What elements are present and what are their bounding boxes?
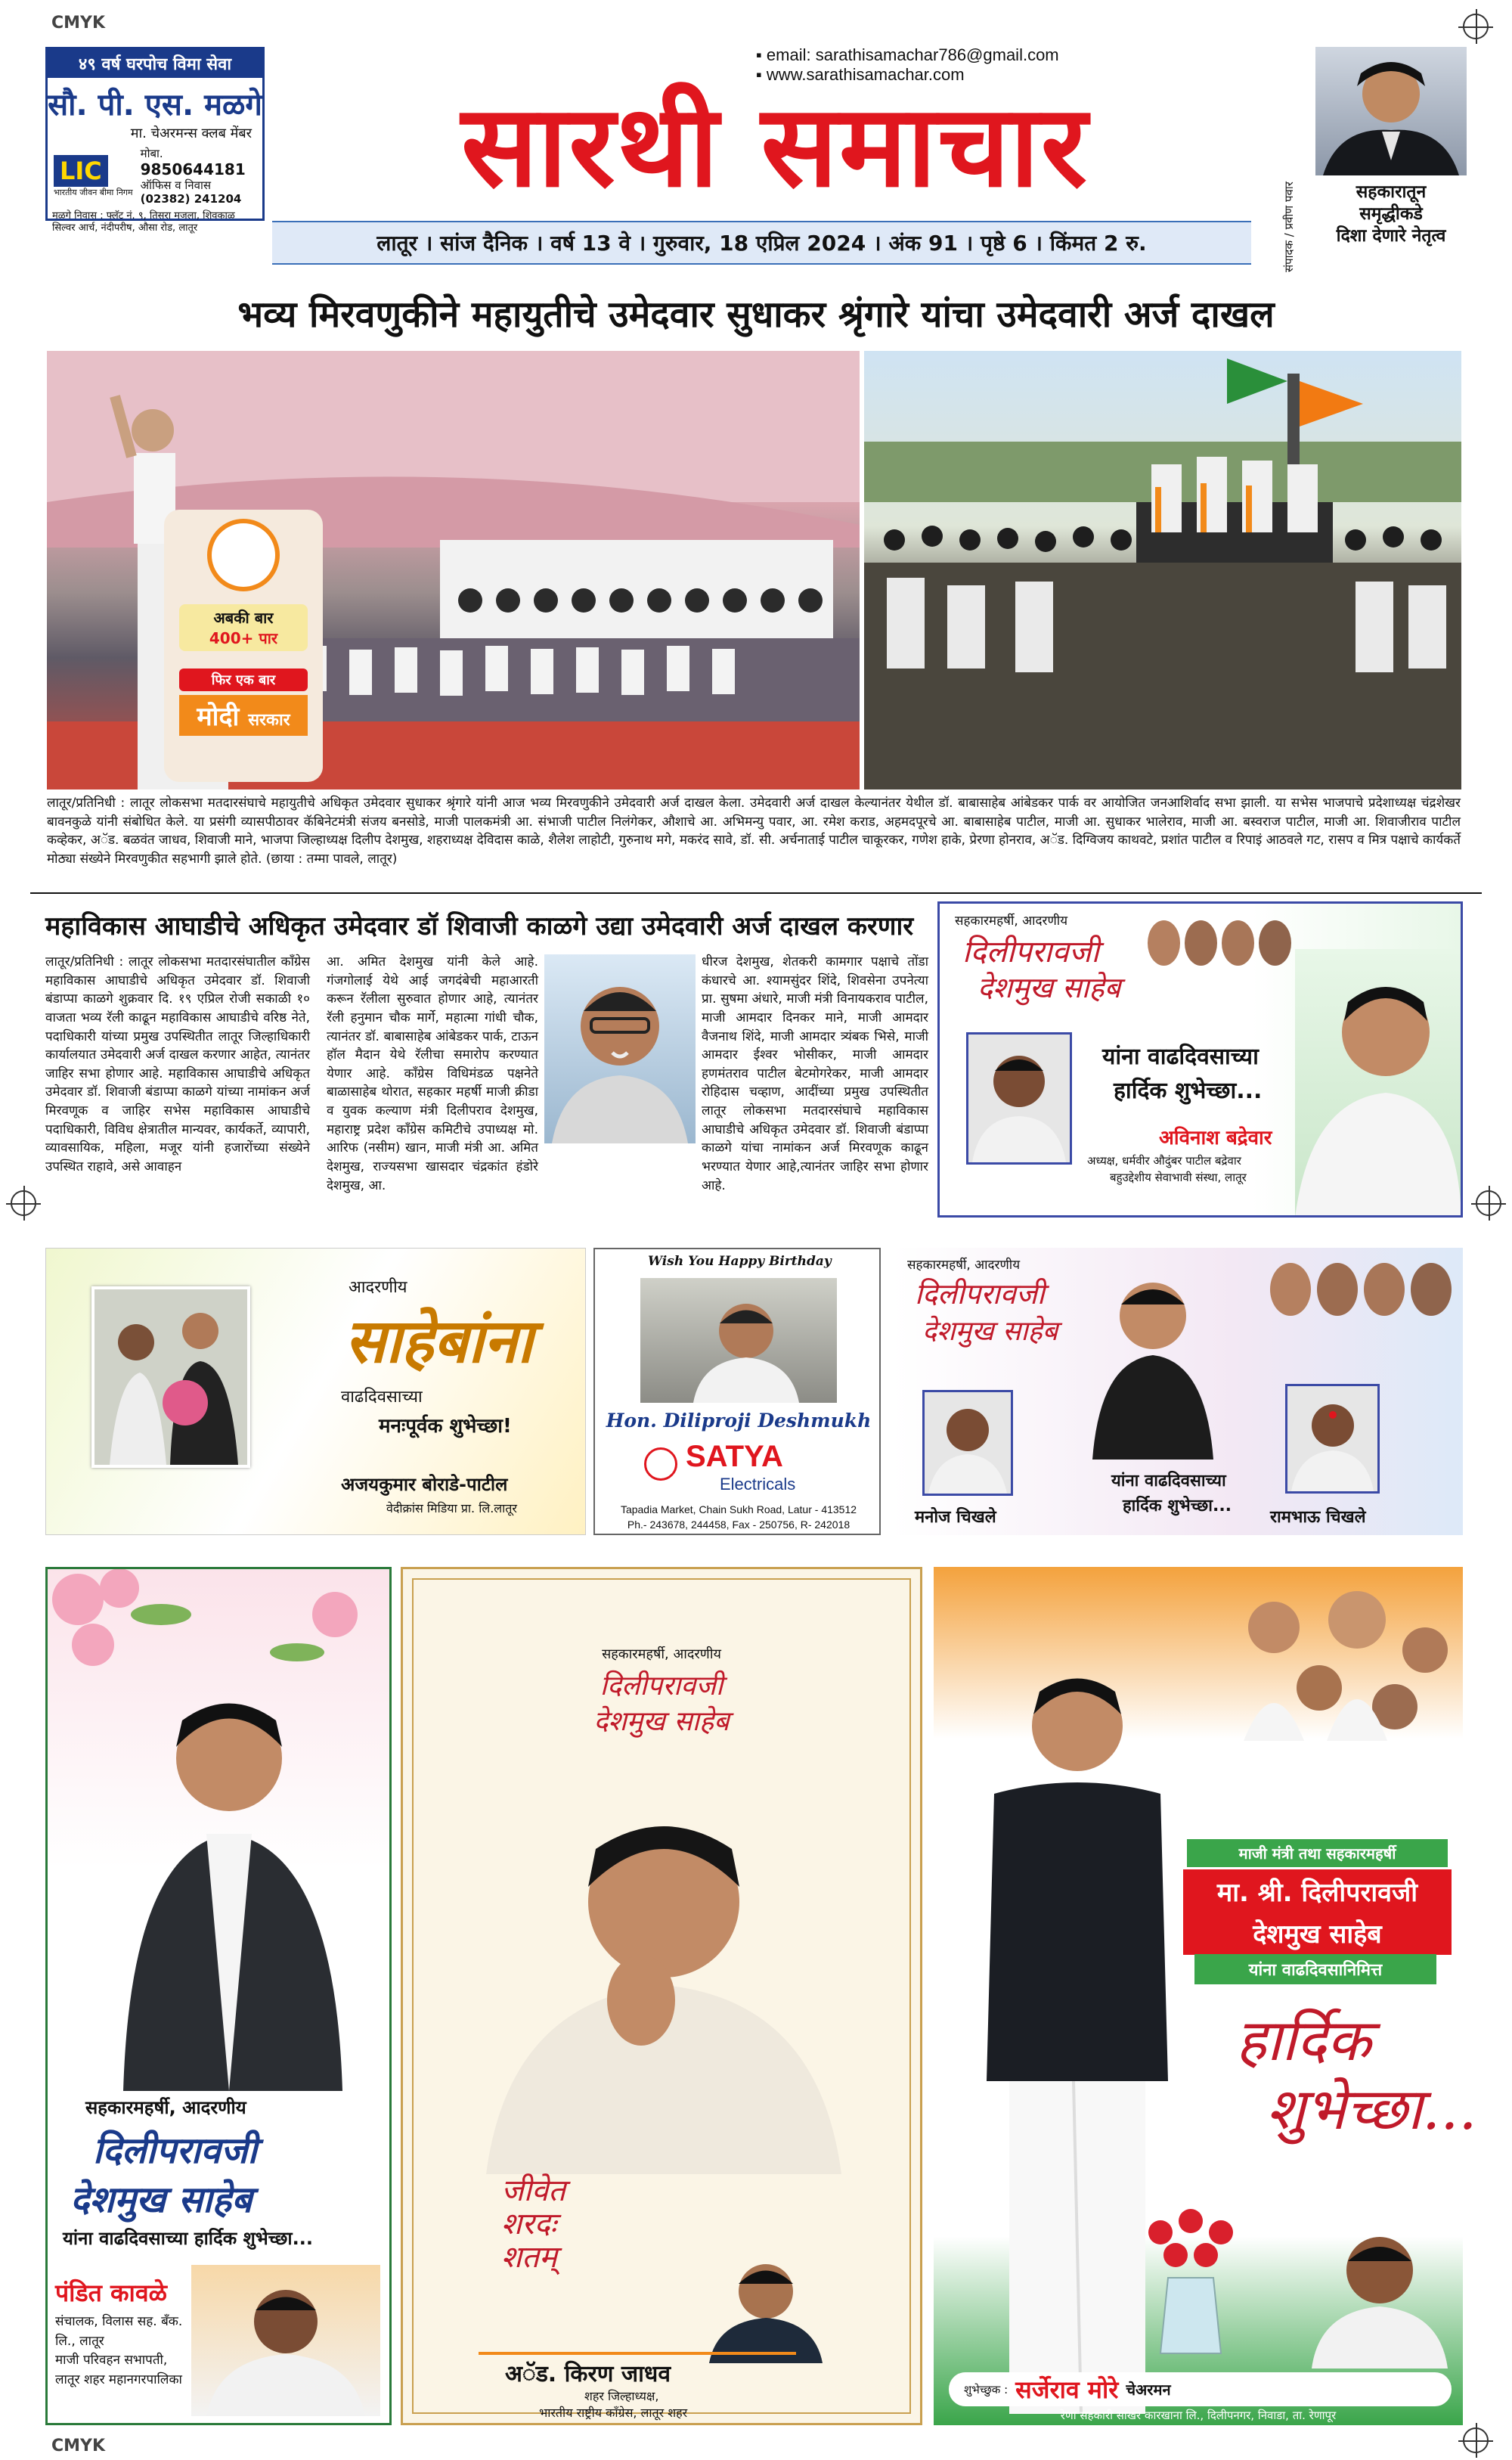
ad1-wish-1: यांना वाढदिवसाच्या [1102, 1044, 1259, 1070]
ad2-subtitle: आदरणीय [349, 1278, 407, 1297]
ad1-sender-name: अविनाश बद्रेवार [1159, 1127, 1272, 1149]
leader-photo [1411, 1263, 1452, 1316]
editor-caption [1315, 181, 1467, 247]
insurance-agent-name: सौ. पी. एस. मळगे [48, 88, 262, 123]
ad5-desc-3: माजी परिवहन सभापती, [55, 2353, 168, 2368]
ad6-desc-2: भारतीय राष्ट्रीय काँग्रेस, लातूर शहर [539, 2406, 688, 2420]
ad3-photo [640, 1278, 837, 1403]
ad3-name: Hon. Diliproji Deshmukh [606, 1410, 872, 1432]
email-text: email: sarathisamachar786@gmail.com [766, 45, 1059, 64]
story-column-2: आ. अमित देशमुख यांनी केले आहे. गंजगोलाई येथे आई जगदंबेची महाआरती करून रॅलीला सुरुवात होणार आहे, त्यानंतर रॅली हनुमान चौक मार्गे, महात्मा गांधी चौक, त्यानंतर डॉ. बाबासाहेब आंबेडकर पार्क, टाऊन हॉल मैदान येथे रॅलीचा समारोप करण्यात येणार आहे. काँग्रेस विधिमंडळ पक्षनेते बाळासाहेब थोरात, सहकार महर्षी माजी क्रीडा व युवक कल्याण मंत्री दिलीपराव देशमुख, महाराष्ट्र प्रदेश काँग्रेस कमिटीचे उपाध्यक्ष मो. आरिफ (नसीम) खान, माजी मंत्री आ. अमित देशमुख, राज्यसभा खासदार चंद्रकांत हंडोरे देशमुख, आ. [327, 954, 538, 1193]
ad4-left-name: मनोज चिखले [915, 1508, 996, 1527]
ad4-name-1: दिलीपरावजी [915, 1277, 1045, 1311]
story-column-3: धीरज देशमुख, शेतकरी कामगार पक्षाचे तोंडा कंधारचे आ. श्यामसुंदर शिंदे, शिवसेना उपनेत्या प्रा. सुषमा अंधारे, माजी मंत्री विनायकराव पाटील, माजी आमदार दिनकर माने, माजी आमदार वैजनाथ शिंदे, माजी आमदार त्र्यंबक भिसे, माजी आमदार ईश्वर भोसीकर, माजी आमदार हणमंतराव पाटील बेटमोगरेकर, माजी आमदार रोहिदास चव्हाण, आदींच्या प्रमुख उपस्थितीत लातूर लोकसभा मतदारसंघाचे महाविकास आघाडीचे अधिकृत उमेदवार डॉ. शिवाजी बंडाप्पा काळगे यांचा नामांकन अर्ज मिरवणूक काढून भरण्यात येणार आहे,त्यानंतर जाहिर सभा होणार आहे. [702, 954, 928, 1193]
phone-label: मोबा. [140, 147, 163, 160]
ad4-subtitle: सहकारमहर्षी, आदरणीय [907, 1258, 1021, 1273]
ad5-sender-photo [191, 2265, 380, 2416]
birthday-advert-pandit [45, 1567, 392, 2425]
ad7-from-label: शुभेच्छुक : [964, 2382, 1009, 2396]
registration-mark-icon [11, 1190, 36, 1216]
ad4-right-photo [1285, 1384, 1380, 1494]
podium-slogan [179, 604, 308, 651]
registration-mark-icon [1476, 1190, 1501, 1216]
leader-photo [1185, 920, 1217, 966]
ad2-sender: अजयकुमार बोराडे-पाटील [341, 1474, 508, 1495]
ad4-left-photo [922, 1390, 1013, 1496]
ad6-divider [479, 2352, 796, 2355]
ad6-name-1: दिलीपरावजी [600, 1671, 723, 1702]
ad5-name-2: देशमुख साहेब [70, 2179, 253, 2221]
website-text: www.sarathisamachar.com [766, 65, 965, 84]
photo-caption: लातूर/प्रतिनिधी : लातूर लोकसभा मतदारसंघाचे महायुतीचे अधिकृत उमेदवार सुधाकर श्रृंगारे यांनी आज भव्य मिरवणुकीने उमेदवारी अर्ज दाखल केला. उमेदवारी अर्ज दाखल केल्यानंतर येथील डॉ. बाबासाहेब आंबेडकर पार्क वर आयोजित जनआशिर्वाद सभा झाली. या सभेस भाजपाचे प्रदेशाध्यक्ष चंद्रशेखर बावनकुळे यांनी संबोधित केले. या प्रसंगी व्यासपीठावर कॅबिनेटमंत्री संजय बनसोडे, माजी पालकमंत्री आ. संभाजी पाटील निलंगेकर, औशाचे आ. अभिमन्यु पवार, आ. रमेश कराड, अहमदपूरचे आ. बाबासाहेब पाटील, माजी आ. सुधाकर भालेराव, माजी आ. बस्वराज पाटील, माजी आ. शिवाजीराव पाटील कव्हेकर, अॅड. बळवंत जाधव, शिवाजी माने, भाजपा जिल्हाध्यक्ष दिलीप देशमुख, शहराध्यक्ष देविदास काळे, शैलेश लाहोटी, गुरुनाथ मगे, मकरंद सावे, डॉ. सी. अर्चनाताई पाटील चाकूरकर, गणेश हाके, प्रेरणा होनराव, अॅड. दिग्विजय काथवटे, प्रशांत पाटील व रिपाइं आठवले गट, रासप व मित्र पक्षाचे कार्यकर्ते मोठ्या संख्येने मिरवणुकीत सहभागी झाले होते. (छाया : तम्मा पावले, लातूर) [47, 796, 1461, 867]
ad7-sender-role: चेअरमन [1126, 2381, 1171, 2399]
ad7-script-1: हार्दिक [1236, 2006, 1371, 2074]
rally-stage-photo [47, 351, 860, 789]
ad3-brand-2: Electricals [720, 1475, 796, 1494]
podium-line-2: 400+ पार [209, 629, 278, 647]
ad7-occasion: यांना वाढदिवसानिमित्त [1194, 1954, 1436, 1984]
rally-procession-photo [864, 351, 1461, 789]
ad4-main-portrait [1092, 1263, 1213, 1460]
birthday-advert-ajaykumar [45, 1248, 586, 1535]
ad1-leaders-strip [1148, 920, 1291, 973]
ad7-script [1236, 2006, 1477, 2143]
ad3-address: Tapadia Market, Chain Sukh Road, Latur - 413512 [620, 1503, 857, 1515]
ad1-main-portrait [1295, 949, 1461, 1218]
ad4-leaders-strip [1270, 1263, 1452, 1323]
ad1-name-1: दिलीपरावजी [962, 935, 1099, 969]
leader-photo [1259, 920, 1291, 966]
ad5-main-portrait [116, 1667, 350, 2091]
birthday-advert-more [934, 1567, 1477, 2425]
insurance-address: मळगे निवास : फ्लॅट नं. ९, तिसरा मजला, शिवकाळ सिल्वर आर्च, नंदीपरीष, औसा रोड, लातूर [52, 210, 235, 234]
ad1-subtitle: सहकारमहर्षी, आदरणीय [955, 914, 1068, 929]
leader-photo [1148, 920, 1180, 966]
podium-modi [179, 695, 308, 736]
ad5-desc-4: लातूर शहर महानगरपालिका [55, 2372, 182, 2387]
ad1-sender-desc-2: बहुउद्देशीय सेवाभावी संस्था, लातूर [1110, 1171, 1247, 1184]
ad7-script-2: शुभेच्छा... [1266, 2075, 1477, 2143]
leader-photo [1317, 1263, 1358, 1316]
lic-logo: LIC [54, 155, 108, 187]
ad4-right-name: रामभाऊ चिखले [1270, 1508, 1366, 1527]
ad2-photo [91, 1286, 250, 1468]
cmyk-mark-bottom: CMYK [51, 2437, 106, 2455]
insurance-tagline: ४९ वर्ष घरपोच विमा सेवा [48, 49, 262, 78]
leader-photo [1364, 1263, 1405, 1316]
ad5-desc-1: संचालक, विलास सह. बँक. [55, 2314, 183, 2329]
birthday-advert-chikhale [892, 1248, 1463, 1535]
ad1-sender-photo [966, 1032, 1072, 1165]
ad2-wish-1: वाढदिवसाच्या [341, 1388, 423, 1407]
ad5-sender-desc [55, 2313, 182, 2390]
birthday-advert-satya [593, 1248, 881, 1535]
story-column-1: लातूर/प्रतिनिधी : लातूर लोकसभा मतदारसंघातील काँग्रेस महाविकास आघाडीचे अधिकृत उमेदवार डॉ. शिवाजी बंडाप्पा काळगे शुक्रवार दि. १९ एप्रिल रोजी सकाळी १० वाजता भव्य रॅली काढून महाविकास आघाडीचे वरिष्ठ नेते, पदाधिकारी यांच्या प्रमुख उपस्थितीत लातूर जिल्हाधिकारी कार्यालयात उमेदवारी अर्ज दाखल करणार आहेत, त्यानंतर जाहिर सभा होणार आहे. महाविकास आघाडीचे अधिकृत उमेदवार डॉ. शिवाजी बंडाप्पा काळगे यांच्या नामांकन अर्ज मिरवणूक व जाहिर सभेस महाविकास आघाडीचे पदाधिकारी, विविध क्षेत्रातील मान्यवर, कार्यकर्ते, व्यापारी, व्यावसायिक, महिला, मजूर यांनी हजारोंच्या संख्येने उपस्थित राहावे, असे आवाहन [45, 954, 310, 1175]
ad3-phone: Ph.- 243678, 244458, Fax - 250756, R- 242018 [627, 1518, 850, 1531]
ad7-sender-strip [949, 2372, 1452, 2406]
ad6-script-3: शतम् [501, 2240, 557, 2275]
ad2-name: साहेबांना [345, 1305, 533, 1376]
ad7-subtitle: माजी मंत्री तथा सहकारमहर्षी [1187, 1839, 1448, 1867]
office-label: ऑफिस व निवास [140, 178, 211, 192]
ad7-sender-photo [1304, 2217, 1455, 2368]
ad4-name-2: देशमुख साहेब [922, 1316, 1058, 1347]
ad4-wish-1: यांना वाढदिवसाच्या [1111, 1472, 1226, 1491]
ad2-wish-2: मनःपूर्वक शुभेच्छा! [379, 1415, 512, 1438]
registration-mark-icon [1463, 2427, 1489, 2453]
ad6-name-2: देशमुख साहेब [593, 1706, 730, 1737]
main-headline: भव्य मिरवणुकीने महायुतीचे उमेदवार सुधाकर श्रृंगारे यांचा उमेदवारी अर्ज दाखल [237, 293, 1275, 336]
ad5-subtitle: सहकारमहर्षी, आदरणीय [85, 2097, 246, 2118]
podium-line-3: फिर एक बार [179, 669, 308, 691]
ad7-desc: रेणा सहकारी साखर कारखाना लि., दिलीपनगर, निवाडा, ता. रेणापूर [1060, 2409, 1337, 2422]
ad5-name-1: दिलीपरावजी [93, 2130, 257, 2172]
birthday-advert-kiran [401, 1567, 922, 2425]
ad6-script-2: शरदः [501, 2207, 556, 2241]
ad5-sender-name: पंडित कावळे [55, 2279, 167, 2307]
editor-caption-1: सहकारातून [1356, 182, 1427, 202]
editor-portrait [1315, 47, 1467, 175]
insurance-advert [45, 47, 265, 234]
ad4-wish-2: हार्दिक शुभेच्छा... [1123, 1497, 1232, 1515]
ad7-flower-vase [1123, 2202, 1259, 2361]
story-headline: महाविकास आघाडीचे अधिकृत उमेदवार डॉ शिवाजी काळगे उद्या उमेदवारी अर्ज दाखल करणार [45, 911, 914, 942]
satya-logo-icon [644, 1447, 677, 1481]
candidate-portrait [544, 954, 696, 1143]
ad6-desc-1: शहर जिल्हाध्यक्ष, [584, 2389, 659, 2403]
ad6-main-portrait [486, 1751, 841, 2174]
editor-caption-2: समृद्धीकडे [1359, 203, 1423, 224]
ad6-sender-name: अॅड. किरण जाधव [505, 2361, 671, 2387]
podium-line-5: सरकार [248, 711, 290, 730]
phone-number: 9850644181 [140, 160, 246, 178]
birthday-advert-avinash [937, 901, 1463, 1218]
lic-subtitle: भारतीय जीवन बीमा निगम [54, 187, 133, 197]
ad6-sender-photo [705, 2250, 826, 2363]
office-phone: (02382) 241204 [140, 192, 242, 206]
registration-mark-icon [1463, 14, 1489, 39]
ad1-name-2: देशमुख साहेब [978, 971, 1121, 1004]
editor-vertical-label: संपादक / प्रवीण पवार [1282, 181, 1296, 272]
ad6-script [501, 2174, 565, 2274]
email-line: ▪ email: sarathisamachar786@gmail.com [756, 45, 1059, 64]
podium-line-1: अबकी बार [213, 609, 274, 627]
divider [30, 892, 1482, 894]
ad1-sender-desc-1: अध्यक्ष, धर्मवीर औदुंबर पाटील बद्रेवार [1087, 1154, 1241, 1168]
ad3-top: Wish You Happy Birthday [648, 1254, 832, 1269]
web-line: ▪ www.sarathisamachar.com [756, 65, 965, 84]
ad6-script-1: जीवेत [501, 2173, 566, 2208]
ad7-name-1: मा. श्री. दिलीपरावजी [1183, 1869, 1452, 1913]
dateline: लातूर । सांज दैनिक । वर्ष 13 वे । गुरुवार, 18 एप्रिल 2024 । अंक 91 । पृष्ठे 6 । किंमत 2 रु. [272, 221, 1251, 265]
ad5-desc-2: लि., लातूर [55, 2333, 104, 2349]
leader-photo [1222, 920, 1254, 966]
ad1-wish-2: हार्दिक शुभेच्छा... [1114, 1078, 1263, 1104]
leader-photo [1270, 1263, 1311, 1316]
editor-caption-3: दिशा देणारे नेतृत्व [1336, 225, 1446, 246]
podium-line-4: मोदी [197, 702, 240, 732]
newspaper-title: सारथी समाचार [461, 79, 1089, 212]
insurance-role: मा. चेअरमन्स क्लब मेंबर [130, 126, 252, 141]
ad7-leaders-strip [1206, 1582, 1455, 1741]
ad5-wish: यांना वाढदिवसाच्या हार्दिक शुभेच्छा... [63, 2228, 313, 2249]
ad2-sender-desc: वेदीक्रांस मिडिया प्रा. लि.लातूर [386, 1501, 517, 1515]
ad6-subtitle: सहकारमहर्षी, आदरणीय [602, 1646, 721, 1662]
ad3-brand: SATYA [686, 1440, 783, 1473]
ad7-sender-name: सर्जेराव मोरे [1015, 2375, 1119, 2404]
cmyk-mark-top: CMYK [51, 14, 106, 33]
ad7-name-2: देशमुख साहेब [1183, 1911, 1452, 1955]
